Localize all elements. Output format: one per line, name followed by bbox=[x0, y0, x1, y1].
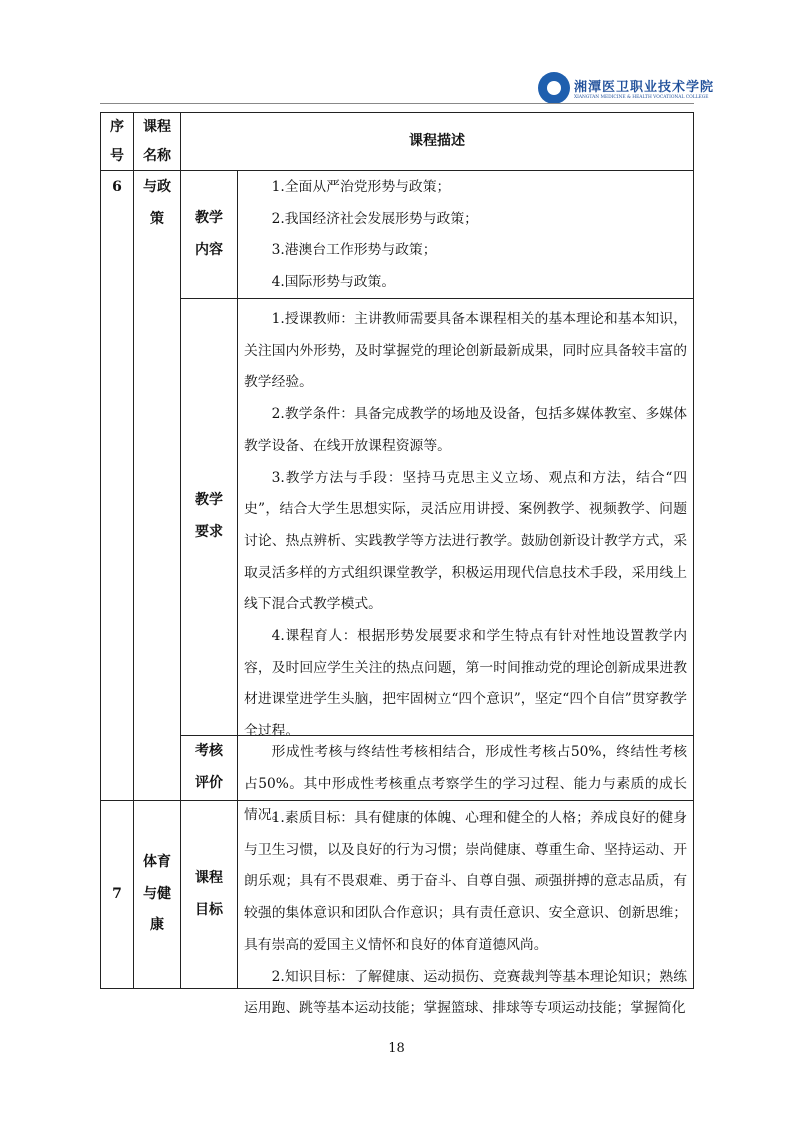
content-item: 1.素质目标：具有健康的体魄、心理和健全的人格；养成良好的健身与卫生习惯，以及良好的行为习惯；崇尚健康、尊重生命、坚持运动、开朗乐观；具有不畏艰难、勇于奋斗、自尊自强、顽强拼搏的意志品质，有较强的集体意识和团队合作意识；具有责任意识、安全意识、创新思维；具有崇高的爱国主义情怀和良好的体育道德风尚。 bbox=[244, 810, 687, 953]
section-content bbox=[237, 170, 694, 299]
content-item: 4.课程育人：根据形势发展要求和学生特点有针对性地设置教学内容，及时回应学生关注的热点问题，第一时间推动党的理论创新成果进教材进课堂进学生头脑，把牢固树立“四个意识”，坚定“四个自信”贯穿教学全过程。 bbox=[244, 628, 687, 740]
row-7-name: 体育与健康 bbox=[133, 800, 181, 989]
header-desc: 课程描述 bbox=[180, 112, 694, 171]
row-6-name: 与政策 bbox=[133, 170, 181, 801]
section-content bbox=[237, 298, 694, 740]
header-name: 课程名称 bbox=[133, 112, 181, 171]
page-number: 18 bbox=[388, 1041, 405, 1056]
section-label: 课程目标 bbox=[180, 800, 238, 989]
content-item: 2.知识目标：了解健康、运动损伤、竞赛裁判等基本理论知识；熟练运用跑、跳等基本运动技能；掌握篮球、排球等专项运动技能；掌握简化 bbox=[244, 968, 687, 1017]
content-item: 1.全面从严治党形势与政策； bbox=[271, 179, 451, 195]
header-no: 序号 bbox=[100, 112, 134, 171]
content-item: 1.授课教师：主讲教师需要具备本课程相关的基本理论和基本知识，关注国内外形势，及时掌握党的理论创新最新成果，同时应具备较丰富的教学经验。 bbox=[244, 311, 687, 391]
section-content bbox=[237, 800, 694, 1017]
header-rule bbox=[100, 103, 694, 104]
content-item: 形成性考核与终结性考核相结合，形成性考核占50%，终结性考核占50%。其中形成性考核重点考察学生的学习过程、能力与素质的成长情况。 bbox=[244, 744, 687, 824]
section-content bbox=[237, 735, 694, 824]
content-item: 2.教学条件：具备完成教学的场地及设备，包括多媒体教室、多媒体教学设备、在线开放课程资源等。 bbox=[244, 406, 687, 454]
logo-chinese-name: 湘潭医卫职业技术学院 bbox=[574, 80, 715, 95]
section-label: 教学内容 bbox=[180, 170, 238, 299]
content-item: 3.教学方法与手段：坚持马克思主义立场、观点和方法，结合“四史”，结合大学生思想实际，灵活应用讲授、案例教学、视频教学、问题讨论、热点辨析、实践教学等方法进行教学。鼓励创新设计教学方式，采取灵活多样的方式组织课堂教学，积极运用现代信息技术手段，采用线上线下混合式教学模式。 bbox=[244, 469, 687, 613]
content-item: 4.国际形势与政策。 bbox=[271, 274, 396, 291]
row-6-no: 6 bbox=[100, 170, 134, 801]
content-item: 2.我国经济社会发展形势与政策； bbox=[271, 210, 478, 227]
row-7-no: 7 bbox=[100, 800, 134, 989]
content-item: 3.港澳台工作形势与政策； bbox=[271, 242, 437, 259]
logo-english-name: XIANGTAN MEDICINE & HEALTH VOCATIONAL COLLEGE bbox=[574, 95, 709, 100]
section-label: 教学要求 bbox=[180, 298, 238, 736]
college-emblem-icon bbox=[538, 72, 570, 104]
section-label: 考核评价 bbox=[180, 735, 238, 801]
college-logo bbox=[538, 70, 715, 106]
